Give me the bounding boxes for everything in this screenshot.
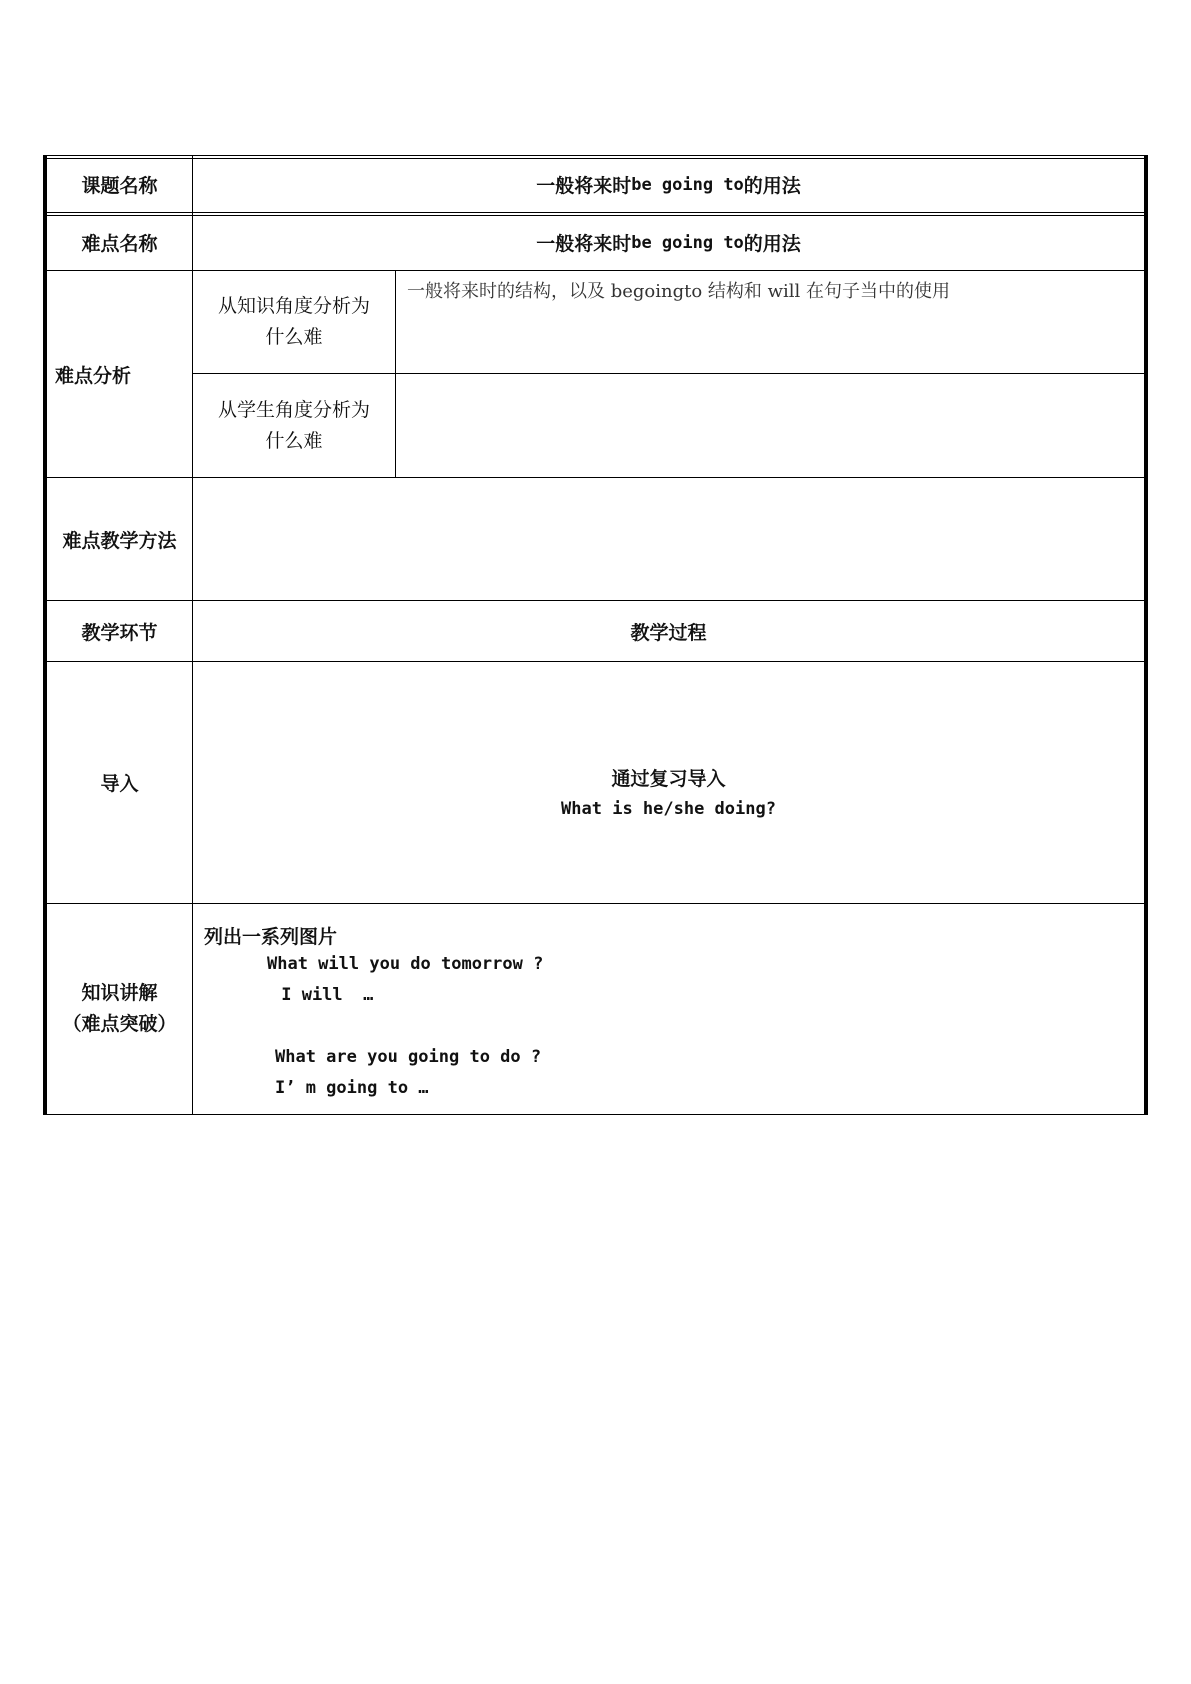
teaching-stage-header: 教学环节 [81, 621, 158, 644]
knowledge-explanation-label [47, 904, 192, 1114]
teaching-method-label: 难点教学方法 [62, 529, 177, 552]
knowledge-angle-value: 一般将来时的结构，以及 begoingto 结构和 will 在句子当中的使用 [407, 281, 951, 302]
course-title-cn2: 的用法 [743, 175, 801, 197]
intro-label: 导入 [100, 773, 139, 795]
knowledge-angle-label-line2: 什么难 [265, 326, 323, 348]
knowledge-line: What will you do tomorrow ? [267, 954, 544, 974]
difficulty-analysis-label: 难点分析 [55, 364, 132, 387]
row-divider [43, 903, 1148, 904]
intro-line1: 通过复习导入 [611, 767, 726, 790]
table-top-border [43, 155, 1148, 156]
knowledge-line: What are you going to do ? [275, 1047, 542, 1067]
table-bottom-border [43, 1114, 1148, 1115]
course-title-value [193, 157, 1144, 212]
teaching-process-header: 教学过程 [630, 621, 707, 644]
difficulty-name-label: 难点名称 [81, 233, 158, 255]
student-angle-label-line1: 从学生角度分析为 [217, 399, 370, 421]
column-divider [395, 270, 396, 477]
intro-content [193, 662, 1144, 903]
student-angle-label-line2: 什么难 [265, 430, 323, 452]
intro-line2: What is he/she doing? [561, 798, 776, 819]
difficulty-name-en: be going to [631, 232, 744, 253]
difficulty-name-value [193, 215, 1144, 270]
teaching-method-value [193, 478, 1144, 600]
difficulty-name-cn2: 的用法 [743, 233, 801, 255]
row-divider [193, 373, 1148, 374]
student-angle-label [193, 375, 395, 477]
course-title-label: 课题名称 [81, 175, 158, 197]
course-title-en: be going to [631, 174, 744, 195]
difficulty-name-cn: 一般将来时 [536, 233, 632, 255]
knowledge-angle-label [193, 271, 395, 373]
row-divider [43, 212, 1148, 213]
knowledge-line: I will … [271, 985, 374, 1005]
knowledge-explanation-label-line1: 知识讲解 [81, 982, 158, 1004]
knowledge-explanation-label-line2: （难点突破） [62, 1013, 177, 1035]
knowledge-heading: 列出一系列图片 [204, 926, 338, 948]
knowledge-line: I’ m going to … [275, 1078, 429, 1098]
knowledge-angle-label-line1: 从知识角度分析为 [217, 295, 370, 317]
course-title-cn: 一般将来时 [536, 175, 632, 197]
